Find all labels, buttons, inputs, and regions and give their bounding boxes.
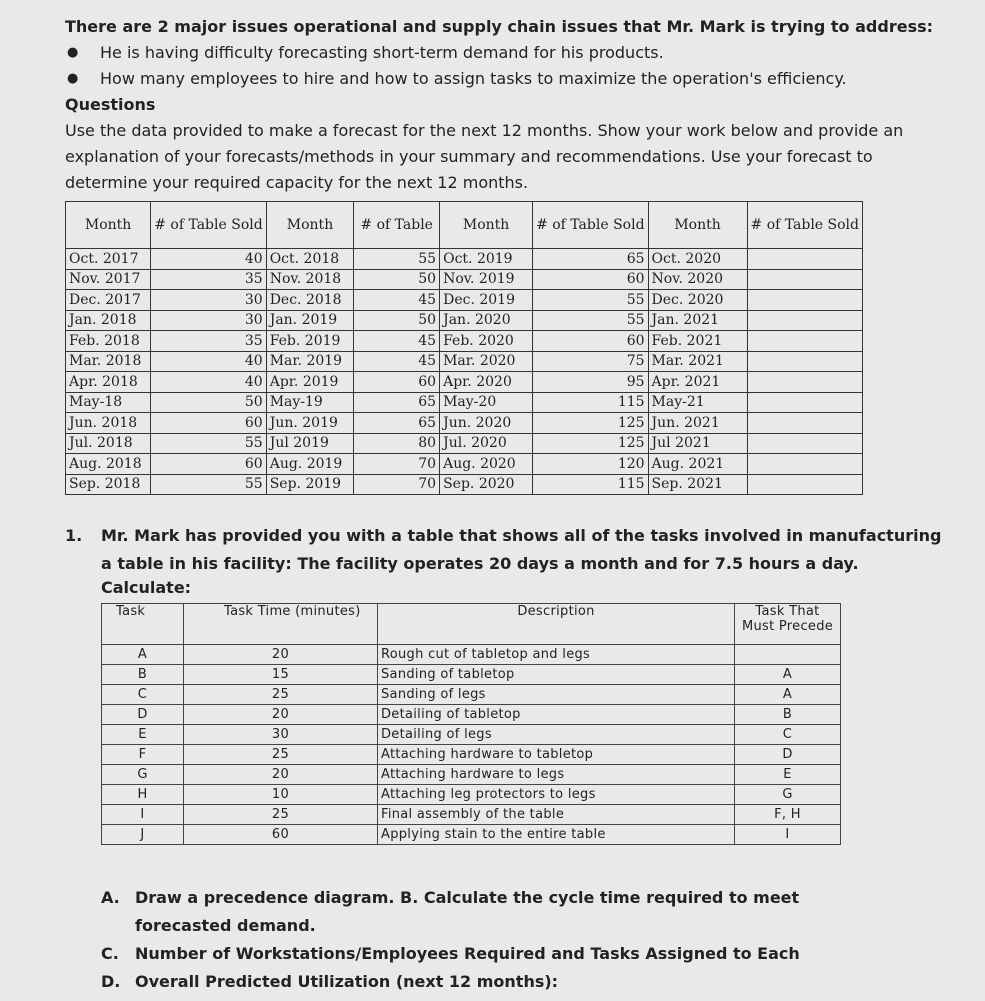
part-label: C. [101,944,119,963]
task-description-cell: Attaching hardware to legs [378,765,735,785]
question-parts [101,884,881,996]
task-id-cell: D [102,705,184,725]
header-cell: Month [440,202,533,249]
month-cell: Feb. 2018 [66,331,151,352]
table-row [66,454,863,475]
task-description-cell: Attaching hardware to tabletop [378,745,735,765]
month-cell: May-19 [266,392,354,413]
task-precede-cell: B [735,705,841,725]
count-cell: 55 [533,290,648,311]
demand-table [65,201,863,495]
count-cell [747,433,862,454]
task-time-cell: 20 [184,765,378,785]
table-row [102,665,841,685]
month-cell: Apr. 2020 [440,372,533,393]
task-header-row [102,604,841,645]
month-cell: May-18 [66,392,151,413]
header-cell: Task Time (minutes) [184,604,378,645]
task-id-cell: F [102,745,184,765]
task-time-cell: 25 [184,745,378,765]
month-cell: Oct. 2020 [648,249,747,270]
task-time-cell: 10 [184,785,378,805]
count-cell: 75 [533,351,648,372]
count-cell: 40 [151,372,266,393]
count-cell [747,413,862,434]
table-row [66,331,863,352]
task-time-cell: 30 [184,725,378,745]
month-cell: Jul. 2018 [66,433,151,454]
count-cell [747,392,862,413]
count-cell: 55 [151,474,266,495]
month-cell: Feb. 2019 [266,331,354,352]
task-description-cell: Detailing of legs [378,725,735,745]
month-cell: Dec. 2017 [66,290,151,311]
header-cell: # of Table Sold [151,202,266,249]
month-cell: Jul 2021 [648,433,747,454]
month-cell: Aug. 2019 [266,454,354,475]
task-time-cell: 20 [184,645,378,665]
header-cell: # of Table [354,202,440,249]
task-description-cell: Attaching leg protectors to legs [378,785,735,805]
month-cell: Aug. 2020 [440,454,533,475]
count-cell [747,454,862,475]
month-cell: Jun. 2019 [266,413,354,434]
count-cell: 40 [151,249,266,270]
header-cell: Month [648,202,747,249]
table-row [66,351,863,372]
month-cell: Jul 2019 [266,433,354,454]
task-description-cell: Sanding of tabletop [378,665,735,685]
month-cell: Mar. 2018 [66,351,151,372]
bullet-text: How many employees to hire and how to assign tasks to maximize the operation's efficiency. [100,69,847,88]
count-cell [747,331,862,352]
month-cell: Sep. 2018 [66,474,151,495]
count-cell: 30 [151,290,266,311]
task-id-cell: G [102,765,184,785]
count-cell: 45 [354,331,440,352]
task-description-cell: Rough cut of tabletop and legs [378,645,735,665]
task-id-cell: H [102,785,184,805]
part-text: Overall Predicted Utilization (next 12 months): [135,972,559,991]
count-cell: 40 [151,351,266,372]
count-cell: 50 [354,310,440,331]
bullet-item [65,40,970,66]
task-id-cell: J [102,825,184,845]
part-item [101,940,881,968]
demand-header-row [66,202,863,249]
table-row [102,805,841,825]
month-cell: Nov. 2017 [66,269,151,290]
count-cell: 80 [354,433,440,454]
count-cell: 55 [533,310,648,331]
count-cell: 35 [151,331,266,352]
header-cell: Month [266,202,354,249]
count-cell: 115 [533,474,648,495]
task-precede-cell: E [735,765,841,785]
table-row [66,269,863,290]
task-precede-cell: A [735,685,841,705]
questions-heading: Questions [65,95,156,114]
month-cell: Oct. 2019 [440,249,533,270]
task-precede-cell: F, H [735,805,841,825]
table-row [102,785,841,805]
bullet-text: He is having difficulty forecasting short-term demand for his products. [100,43,664,62]
task-id-cell: B [102,665,184,685]
intro-title: There are 2 major issues operational and supply chain issues that Mr. Mark is trying to address: [65,17,934,36]
month-cell: Sep. 2019 [266,474,354,495]
part-item [101,884,881,940]
task-table [101,603,841,845]
table-row [66,290,863,311]
month-cell: Dec. 2018 [266,290,354,311]
count-cell: 45 [354,351,440,372]
table-row [102,685,841,705]
count-cell: 30 [151,310,266,331]
count-cell: 45 [354,290,440,311]
month-cell: Mar. 2020 [440,351,533,372]
count-cell: 55 [354,249,440,270]
month-cell: Nov. 2019 [440,269,533,290]
month-cell: Jan. 2020 [440,310,533,331]
task-description-cell: Sanding of legs [378,685,735,705]
task-description-cell: Final assembly of the table [378,805,735,825]
header-cell: Task That Must Precede [735,604,841,645]
task-id-cell: E [102,725,184,745]
month-cell: Jun. 2020 [440,413,533,434]
task-time-cell: 60 [184,825,378,845]
count-cell: 70 [354,454,440,475]
count-cell: 65 [354,413,440,434]
question-text: Mr. Mark has provided you with a table that shows all of the tasks involved in manufacturing a table in his facility: The facility operates 20 days a month and for 7.5 hours a day. [101,526,942,573]
task-precede-cell: D [735,745,841,765]
header-cell: Month [66,202,151,249]
month-cell: Sep. 2021 [648,474,747,495]
month-cell: Oct. 2018 [266,249,354,270]
month-cell: Feb. 2021 [648,331,747,352]
question-1 [65,522,945,578]
intro-section [65,14,970,196]
month-cell: Jan. 2019 [266,310,354,331]
calculate-label: Calculate: [101,578,192,597]
header-cell: # of Table Sold [747,202,862,249]
count-cell: 50 [354,269,440,290]
month-cell: May-20 [440,392,533,413]
count-cell: 125 [533,433,648,454]
instructions-paragraph: Use the data provided to make a forecast for the next 12 months. Show your work below and provide an explanation of your forecasts/methods in your summary and recommendations. Use your forecast to determine your required capacity for the next 12 months. [65,121,904,192]
table-row [66,433,863,454]
month-cell: Jan. 2021 [648,310,747,331]
month-cell: Jun. 2021 [648,413,747,434]
table-row [102,825,841,845]
task-time-cell: 20 [184,705,378,725]
table-row [102,705,841,725]
task-id-cell: I [102,805,184,825]
table-row [66,310,863,331]
month-cell: Nov. 2018 [266,269,354,290]
count-cell [747,372,862,393]
month-cell: Jul. 2020 [440,433,533,454]
month-cell: Apr. 2019 [266,372,354,393]
table-row [102,725,841,745]
count-cell: 95 [533,372,648,393]
month-cell: Aug. 2018 [66,454,151,475]
header-cell: Task [102,604,184,645]
month-cell: Dec. 2019 [440,290,533,311]
count-cell: 125 [533,413,648,434]
month-cell: Dec. 2020 [648,290,747,311]
bullet-dot-icon: ● [67,45,79,60]
count-cell: 60 [151,413,266,434]
month-cell: Apr. 2018 [66,372,151,393]
header-cell: # of Table Sold [533,202,648,249]
month-cell: Aug. 2021 [648,454,747,475]
month-cell: Mar. 2019 [266,351,354,372]
count-cell: 65 [354,392,440,413]
month-cell: Feb. 2020 [440,331,533,352]
count-cell: 55 [151,433,266,454]
table-row [66,372,863,393]
count-cell [747,290,862,311]
task-id-cell: A [102,645,184,665]
month-cell: Jan. 2018 [66,310,151,331]
part-item [101,968,881,996]
question-number: 1. [65,526,83,545]
count-cell [747,310,862,331]
header-cell: Description [378,604,735,645]
task-time-cell: 15 [184,665,378,685]
table-row [66,474,863,495]
month-cell: May-21 [648,392,747,413]
part-text: Number of Workstations/Employees Required and Tasks Assigned to Each [135,944,800,963]
task-time-cell: 25 [184,805,378,825]
task-description-cell: Detailing of tabletop [378,705,735,725]
task-precede-cell: I [735,825,841,845]
task-precede-cell: C [735,725,841,745]
table-row [66,413,863,434]
task-precede-cell [735,645,841,665]
count-cell [747,249,862,270]
bullet-item [65,66,970,92]
month-cell: Mar. 2021 [648,351,747,372]
count-cell: 60 [354,372,440,393]
task-time-cell: 25 [184,685,378,705]
part-label: A. [101,888,120,907]
task-precede-cell: A [735,665,841,685]
count-cell: 70 [354,474,440,495]
count-cell: 60 [533,331,648,352]
month-cell: Nov. 2020 [648,269,747,290]
task-precede-cell: G [735,785,841,805]
table-row [102,645,841,665]
count-cell [747,269,862,290]
part-label: D. [101,972,121,991]
count-cell: 60 [533,269,648,290]
month-cell: Sep. 2020 [440,474,533,495]
count-cell: 35 [151,269,266,290]
task-description-cell: Applying stain to the entire table [378,825,735,845]
month-cell: Jun. 2018 [66,413,151,434]
month-cell: Apr. 2021 [648,372,747,393]
table-row [102,745,841,765]
month-cell: Oct. 2017 [66,249,151,270]
count-cell: 50 [151,392,266,413]
count-cell: 65 [533,249,648,270]
count-cell [747,474,862,495]
bullet-dot-icon: ● [67,71,79,86]
table-row [66,249,863,270]
table-row [66,392,863,413]
count-cell: 120 [533,454,648,475]
table-row [102,765,841,785]
part-text: Draw a precedence diagram. B. Calculate the cycle time required to meet forecasted demand. [135,888,800,935]
count-cell: 60 [151,454,266,475]
task-id-cell: C [102,685,184,705]
count-cell [747,351,862,372]
count-cell: 115 [533,392,648,413]
